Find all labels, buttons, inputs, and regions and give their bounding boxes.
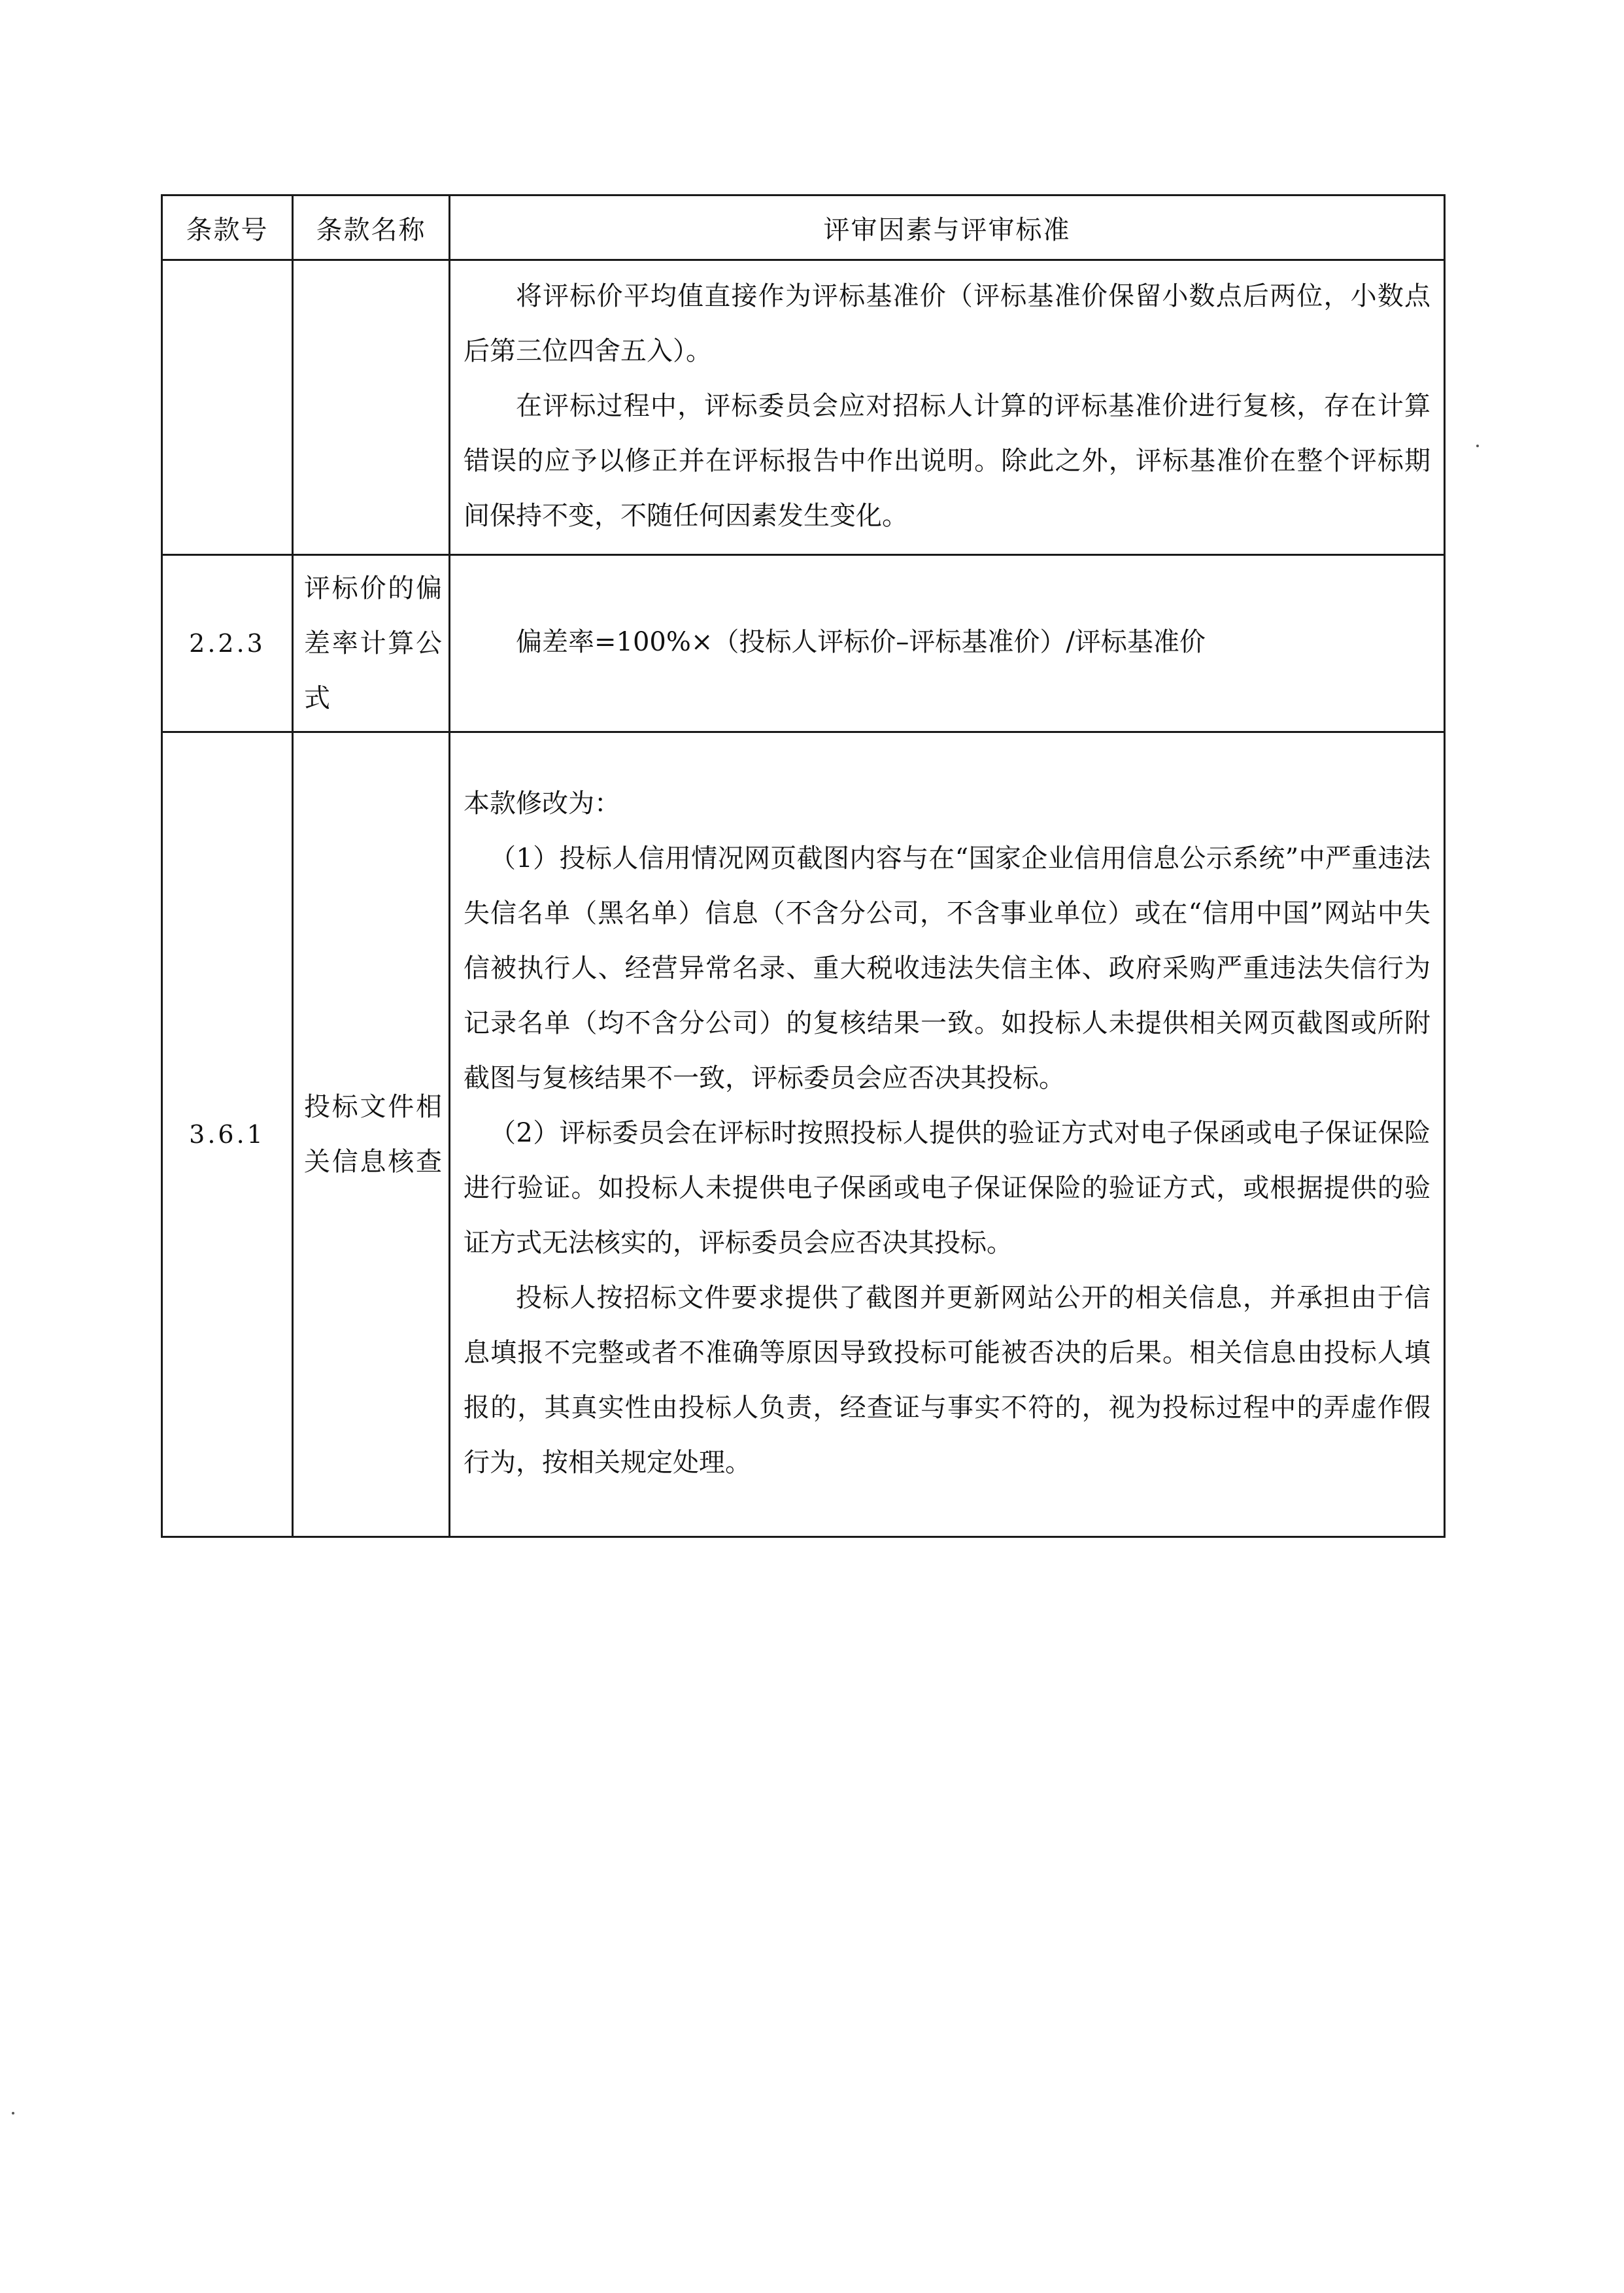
- criteria-cell: [450, 555, 1445, 732]
- criteria-paragraph: 投标人按招标文件要求提供了截图并更新网站公开的相关信息，并承担由于信息填报不完整或者不准确等原因导致投标可能被否决的后果。相关信息由投标人填报的，其真实性由投标人负责，经查证与事实不符的，视为投标过程中的弄虚作假行为，按相关规定处理。: [464, 1283, 1430, 1478]
- header-clause-name: 条款名称: [293, 195, 450, 260]
- criteria-paragraph: 本款修改为：: [464, 789, 620, 819]
- criteria-cell: [450, 260, 1445, 555]
- criteria-paragraph: 偏差率=100%×（投标人评标价–评标基准价）/评标基准价: [516, 627, 1206, 657]
- clause-name-text: 投标文件相关信息核查: [304, 1092, 442, 1177]
- clause-number-cell: [162, 260, 293, 555]
- criteria-paragraph: 在评标过程中，评标委员会应对招标人计算的评标基准价进行复核，存在计算错误的应予以修正并在评标报告中作出说明。除此之外，评标基准价在整个评标期间保持不变，不随任何因素发生变化。: [464, 391, 1430, 531]
- criteria-cell: [450, 732, 1445, 1537]
- review-criteria-table: [161, 194, 1446, 1538]
- table-header-row: [162, 195, 1445, 260]
- table-row: [162, 732, 1445, 1537]
- table-row: [162, 260, 1445, 555]
- clause-number-cell: 3.6.1: [162, 732, 293, 1537]
- table-row: [162, 555, 1445, 732]
- header-review-criteria: 评审因素与评审标准: [450, 195, 1445, 260]
- clause-name-cell: [293, 732, 450, 1537]
- criteria-paragraph: （2）评标委员会在评标时按照投标人提供的验证方式对电子保函或电子保证保险进行验证。如投标人未提供电子保函或电子保证保险的验证方式，或根据提供的验证方式无法核实的，评标委员会应否决其投标。: [464, 1118, 1430, 1258]
- scan-speck: [12, 2112, 14, 2115]
- criteria-paragraph: （1）投标人信用情况网页截图内容与在“国家企业信用信息公示系统”中严重违法失信名单（黑名单）信息（不含分公司，不含事业单位）或在“信用中国”网站中失信被执行人、经营异常名录、重大税收违法失信主体、政府采购严重违法失信行为记录名单（均不含分公司）的复核结果一致。如投标人未提供相关网页截图或所附截图与复核结果不一致，评标委员会应否决其投标。: [464, 843, 1430, 1093]
- header-clause-number: 条款号: [162, 195, 293, 260]
- criteria-paragraph: 将评标价平均值直接作为评标基准价（评标基准价保留小数点后两位，小数点后第三位四舍五入）。: [464, 281, 1430, 366]
- clause-name-cell: [293, 555, 450, 732]
- scan-speck: [1476, 445, 1479, 447]
- clause-name-cell: [293, 260, 450, 555]
- clause-number-cell: 2.2.3: [162, 555, 293, 732]
- clause-name-text: 评标价的偏差率计算公式: [304, 573, 442, 713]
